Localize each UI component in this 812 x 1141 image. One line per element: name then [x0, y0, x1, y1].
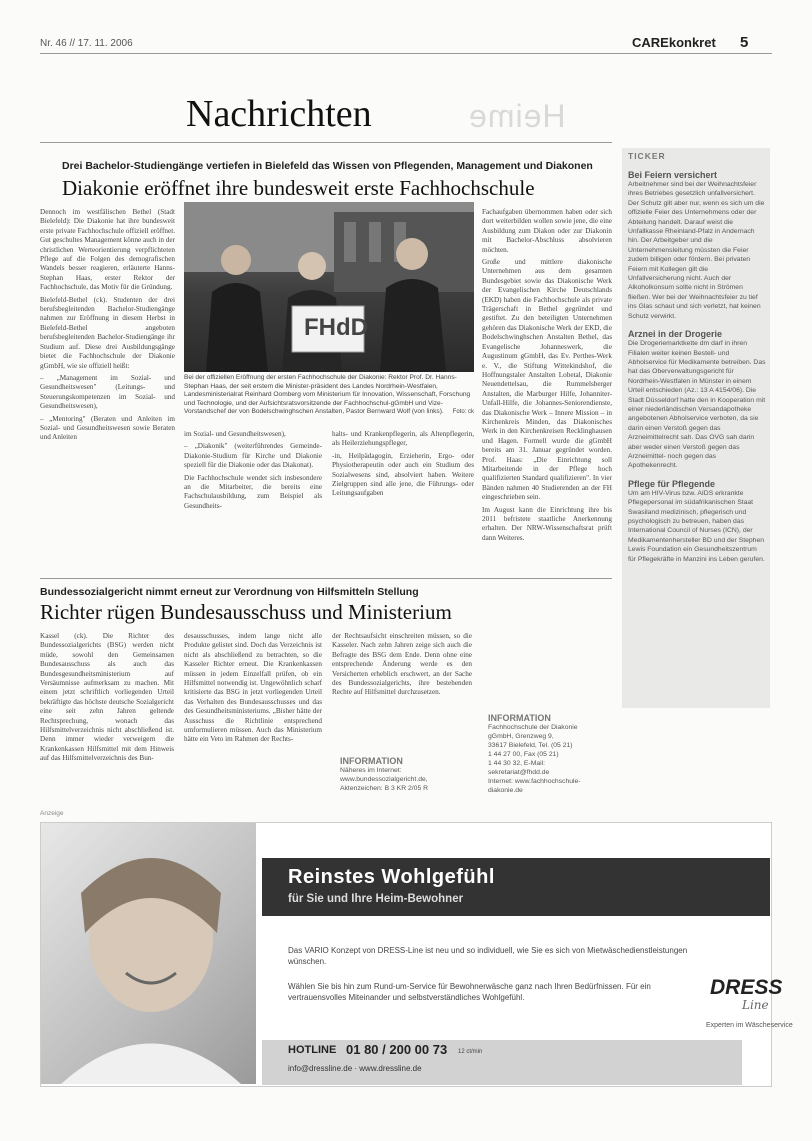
article1-info-title: INFORMATION	[488, 713, 551, 723]
article2-column-3: der Rechtsaufsicht einschreiten müssen, so die Kasseler. Nach zehn Jahren zeige sich auch die Befragte des BSG dem Ende. Denn ohne eine entsprechende Änderung werde es den Versicherten erheblich erschwert, an der Sache des Bundessozialgerichts, ihre bestehenden Rechte auf Hilfsmittel durchzusetzen.	[332, 632, 472, 697]
ad-photo	[41, 823, 256, 1084]
article2-kicker: Bundessozialgericht nimmt erneut zur Verordnung von Hilfsmitteln Stellung	[40, 586, 419, 598]
article1-info-line: 1 44 30 32, E-Mail:	[488, 760, 546, 767]
ad-subtitle: für Sie und Ihre Heim-Bewohner	[288, 893, 464, 905]
article1-col1-p2: Bielefeld-Bethel (ck). Studenten der drei berufsbegleitenden Bachelor-Studiengänge nahmen zur Eröffnung in diesem Herbst in Bielefeld-Bethel angeboten berufsbegleitenden Bachelor-Studiengänge ihr Studium auf. Diese drei Ausbildungsgänge bietet die Fachhochschule der Diakonie gGmbH, wie sie offiziell heißt:	[40, 295, 175, 370]
article1-column-4	[482, 208, 612, 546]
ad-title: Reinstes Wohlgefühl	[288, 866, 495, 888]
article1-info-line: sekretariat@fhdd.de	[488, 769, 550, 776]
section-rule	[40, 142, 612, 143]
article1-column-3	[332, 430, 474, 502]
hotline-note: 12 ct/min	[458, 1049, 483, 1055]
photo-caption-text: Bei der offiziellen Eröffnung der ersten Fachhochschule der Diakonie: Rektor Prof. Dr. Hanns-Stephan Haas, der seit erstem die Minister-präsident des Landes Nordrhein-Westfalen, Landesministerialrat Reinhard Oomberg vom Ministerium für Innovation, Wissenschaft, Forschung und Technologie, und der Aufsichtsratsvorsitzende der Fachhochschul-gGmbH und Vize-Vorstandschef der von Bodelschwinghschen Anstalten, Pastor Bernward Wolf (von links).	[184, 374, 471, 416]
section-ghost-title: Heime	[468, 98, 566, 134]
hotline-number: 01 80 / 200 00 73	[346, 1042, 448, 1057]
article1-info-line: Internet: www.fachhochschule-	[488, 778, 581, 785]
ticker-item-body: Arbeitnehmer sind bei der Weihnachtsfeier ihres Betriebes gesetzlich unfallversichert. Der Schutz gilt aber nur, wenn es sich um die offizielle Feier des Unternehmens oder der Abteilung handelt. Darauf weist die Unfallkasse Rheinland-Pfalz in Andernach hin. Der Arbeitgeber und die Unternehmensleitung müssten die Feier zudem billigen oder fördern. Bei privaten Feiern mit Kollegen gilt die Unfallversicherung nicht. Auch der Alkoholkonsum sollte nicht in Strömen fließen. Wer bei der Weihnachtsfeier zu tief ins Glas schaut und sich verletzt, hat keinen Schutz verwirkt.	[628, 181, 765, 320]
ticker-item-title: Arznei in der Drogerie	[628, 329, 723, 340]
article1-column-1	[40, 208, 175, 446]
header-rule	[40, 53, 772, 54]
article2-rule	[40, 578, 612, 579]
dress-tagline: Experten im Wäscheservice	[706, 1022, 793, 1029]
article2-column-1: Kassel (ck). Die Richter des Bundessozialgerichts (BSG) werden nicht müde, sowohl den Gemeinsamen Bundesausschuss als auch das Bundesgesundheitsministerium auf Versäumnisse aufmerksam zu machen. Mit einem jetzt schriftlich vorliegenden Urteil bekräftigte das höchste deutsche Sozialgericht eine seit zehn Jahren geltende Rechtsprechung, wonach das Hilfsmittelverzeichnis nicht abschließend ist. Denn immer wieder verweigern die Krankenkassen Hilfsmittel mit dem Hinweis auf das Hilfsmittelverzeichnis des Bun-	[40, 632, 174, 763]
article1-info-line: 33617 Bielefeld, Tel. (05 21)	[488, 742, 573, 749]
article1-col1-p4: – „Mentoring" (Beraten und Anleiten im Sozial- und Gesundheitswesen sowie Beraten und Anleiten	[40, 414, 175, 442]
article2-info-box	[340, 756, 472, 793]
article2-column-2: desausschusses, indem lange nicht alle Produkte gelistet sind. Doch das Verzeichnis ist nicht als abschließend zu betrachten, so die Kasseler Richter erneut. Die Krankenkassen müssen in jedem Einzelfall prüfen, ob ein Hilfsmittel notwendig ist. Ungewöhnlich scharf kritisierte das BSG in jetzt vorliegenden Urteil das Verhalten des Bundesausschusses und das des Gesundheitsministeriums. „Bisher hätte der Ausschuss die Richtlinie entsprechend umformulieren müssen. Auch das Ministerium hätte ein Veto im Rahmen der Rechts-	[184, 632, 322, 744]
ticker-item-body: Die Drogeriemarktkette dm darf in ihren Filialen weiter keinen Bestell- und Abholservice für Medikamente betreiben. Das hat das Oberverwaltungsgericht für Nordrhein-Westfalen in Münster in einem Urteil entschieden (Az.: 13 A 4154/06). Die Stadt Düsseldorf hatte den in Kooperation mit einer niederländischen Versandapotheke angebotenen Abholservice verboten, da sie darin einen Verstoß gegen das Arzneimittelrecht sah. Das OVG sah darin aber weder einen Verstoß gegen das Arzneimittel- noch gegen das Apothekenrecht.	[628, 340, 766, 470]
article1-col4-p2: Große und mittlere diakonische Unternehmen aus dem gesamten Bundesgebiet sowie das Diakonische Werk der Evangelischen Kirche Deutschlands (EKD) haben die Fachhochschule als private Trägerschaft in Bethel gegründet und gestiftet. Zu den beteiligten Unternehmen gehören das Diakonische Werk der EKD, die Bodelschwinghschen Anstalten Bethel, das Evangelische Johanneswerk, die Augustinum gGmbH, das Ev. Perthes-Werk e. V., die Stiftung Wittekindshof, die Hoffnungstaler Anstalten Lobetal, Diakonie Neuendettelsau, die Rummelsberger Anstalten, die Marburger Hilfe, Johanniter-Unfall-Hilfe, die Johannes-Seniorendienste, das Diakonische Werk – Innere Mission – in Kirchenkreis Minden, das Diakonisches Werk in den Kirchenkreisen Recklinghausen und Hagen. Formell wurde die gGmbH bereits am 31. Januar gegründet worden. Prof. Haas: „Die Einrichtung soll Mitarbeitende in der Pflege hoch qualifizierten Standard qualifizieren". In vier Bänden nahmen 40 Studierenden an der FH eingeschrieben sein.	[482, 258, 612, 502]
article1-col3-p1: halts- und Krankenpflegerin, als Altenpflegerin, als Heilerziehungspfleger,	[332, 430, 474, 448]
section-title: Nachrichten	[186, 93, 372, 135]
ad-contact-link[interactable]: info@dressline.de · www.dressline.de	[288, 1064, 422, 1073]
article1-info-line: gGmbH, Grenzweg 9,	[488, 733, 554, 740]
ad-label: Anzeige	[40, 810, 64, 817]
ticker-label: TICKER	[628, 151, 666, 161]
article2-info-line: www.bundessozialgericht.de,	[340, 776, 428, 783]
article2-info-line: Näheres im Internet:	[340, 767, 402, 774]
article1-col4-p3: Im August kann die Einrichtung ihre bis 2011 befristete staatliche Anerkennung erhalten. Der NRW-Wissenschaftsrat prüft dann Weiteres.	[482, 505, 612, 542]
article1-info-line: 1 44 27 00, Fax (05 21)	[488, 751, 559, 758]
dress-logo-script: Line	[742, 998, 769, 1012]
article1-col2-p1: im Sozial- und Gesundheitswesen),	[184, 430, 286, 438]
issue-date: Nr. 46 // 17. 11. 2006	[40, 38, 133, 49]
article1-headline: Diakonie eröffnet ihre bundesweit erste Fachhochschule	[62, 176, 535, 200]
ad-paragraph-2: Wählen Sie bis hin zum Rund-um-Service für Bewohnerwäsche ganz nach Ihren Bedürfnissen. Für ein vertrauensvolles Miteinander und selbstverständliches Wohlgefühl.	[288, 982, 651, 1002]
article1-column-2	[184, 430, 322, 514]
article1-info-line: diakonie.de	[488, 787, 523, 794]
fhdd-sign-text: FHdD	[304, 314, 368, 341]
article1-col1-p1: Dennoch im westfälischen Bethel (Stadt Bielefeld): Die Diakonie hat ihre bundesweit erste private Fachhochschule offiziell eröffnet. Gut geschultes Management könne auch in der christlichen Werteorientierung verpflichteten Pflege auf die Folgen des demografischen Wandels besser reagieren, erläuterte Hanns-Stephan Haas, erster Rektor der Fachhochschule, das Motiv für die Gründung.	[40, 208, 175, 292]
dress-logo: DRESS	[710, 976, 783, 999]
photo-caption	[184, 374, 474, 417]
article1-col4-p1: Fachaufgaben übernommen haben oder sich dort weiterbilden wollen sowie jene, die eine Ausbildung zum Diakon oder zur Diakonin mit Bachelor-Abschluss absolvieren möchten.	[482, 208, 612, 254]
article2-info-line: Aktenzeichen: B 3 KR 2/05 R	[340, 785, 429, 792]
article1-col2-p3: Die Fachhochschule wendet sich insbesondere an die Mitarbeiter, die bereits eine Fachschulausbildung, zum Beispiel als Gesundheits-	[184, 473, 322, 510]
article1-col1-p3: – „Management im Sozial- und Gesundheitswesen" (Leitungs- und Steuerungskompetenzen im Sozial- und Gesundheitswesen),	[40, 373, 175, 411]
article2-info-title: INFORMATION	[340, 756, 403, 766]
hotline-label: HOTLINE	[288, 1044, 337, 1056]
publication-brand: CAREkonkret	[632, 35, 716, 50]
article1-kicker: Drei Bachelor-Studiengänge vertiefen in Bielefeld das Wissen von Pflegenden, Management und Diakonen	[62, 160, 593, 172]
article1-info-box	[488, 713, 612, 795]
ticker-item-title: Pflege für Pflegende	[628, 478, 716, 489]
article1-info-line: Fachhochschule der Diakonie	[488, 724, 578, 731]
article1-col2-p2: – „Diakonik" (weiterführendes Gemeinde-Diakonie-Studium für Kirche und Diakonie speziell für die Diakonie oder das Diakonat).	[184, 442, 322, 470]
ticker-content	[628, 170, 766, 564]
ticker-item-body: Um am HIV-Virus bzw. AIDS erkrankte Pflegepersonal im südafrikanischen Staat Swasiland medizinisch, pflegerisch und psychologisch zu betreuen, haben das International Council of Nurses (ICN), der Medikamentenhersteller BD und der Stephen Lewis Foundation ein Gesundheitszentrum für Pflegekräfte in Manzini ins Leben gerufen.	[628, 489, 765, 563]
page-number: 5	[740, 34, 749, 51]
ad-paragraph-1: Das VARIO Konzept von DRESS-Line ist neu und so individuell, wie Sie es sich von Mietwäschedienstleistungen wünschen.	[288, 946, 688, 966]
article2-headline: Richter rügen Bundesausschuss und Ministerium	[40, 600, 452, 624]
article1-photo	[184, 202, 474, 372]
ticker-item-title: Bei Feiern versichert	[628, 170, 718, 180]
photo-credit: Foto: ck	[452, 409, 474, 416]
people-photo-illustration	[184, 202, 474, 372]
smiling-woman-photo	[41, 823, 256, 1084]
article1-col3-p2: -in, Heilpädagogin, Erzieherin, Ergo- oder Physiotherapeutin oder auch ein Studium des Sozialwesens sind, absolviert haben. Weitere Zielgruppen sind alle jene, die Führungs- oder Leitungsaufgaben	[332, 451, 474, 498]
